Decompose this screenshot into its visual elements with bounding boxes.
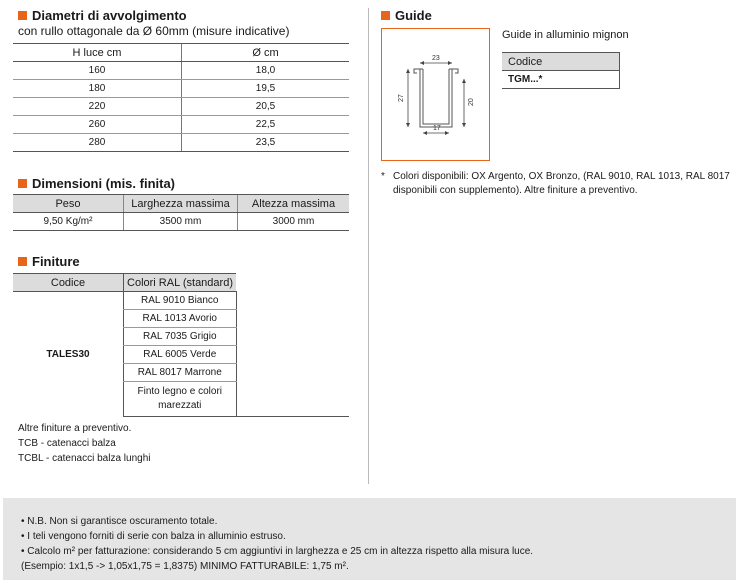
header-empty: [236, 274, 349, 292]
cell-larghezza: 3500 mm: [124, 213, 238, 231]
guide-code-value: TGM...*: [502, 71, 620, 89]
diametri-subtitle: con rullo ottagonale da Ø 60mm (misure indicative): [18, 24, 290, 38]
cell-h: 280: [13, 134, 182, 152]
table-row: [13, 213, 349, 231]
color-cell: RAL 1013 Avorio: [124, 310, 237, 328]
color-line: Finto legno e colori: [137, 386, 222, 397]
table-row: [502, 71, 620, 89]
dimensioni-title-text: Dimensioni (mis. finita): [32, 176, 176, 191]
orange-square-icon: [381, 11, 390, 20]
available-line: Colori disponibili: OX Argento, OX Bronzo, (RAL 9010, RAL 1013, RAL 8017: [393, 171, 730, 182]
diametri-table: [13, 43, 349, 152]
color-cell-finto-legno: [124, 382, 237, 417]
header-h-luce: H luce cm: [13, 44, 182, 62]
available-line: disponibili con supplemento). Altre finiture a preventivo.: [393, 185, 638, 196]
finiture-table: [13, 273, 349, 417]
guide-drawing-box: [381, 28, 490, 161]
bottom-notes-box: [3, 498, 736, 580]
guide-code-header: Codice: [502, 53, 620, 71]
list-item: • Calcolo m² per fatturazione: considerando 5 cm aggiuntivi in larghezza e 25 cm in altezza rispetto alla misura luce.: [21, 546, 534, 557]
table-row: [13, 116, 349, 134]
section-title-diametri: [18, 8, 187, 23]
diametri-title-text: Diametri di avvolgimento: [32, 8, 187, 23]
empty-cell: [236, 346, 349, 364]
cell-altezza: 3000 mm: [238, 213, 350, 231]
table-row: [13, 80, 349, 98]
cell-h: 260: [13, 116, 182, 134]
guide-description: Guide in alluminio mignon: [502, 29, 629, 41]
cell-h: 160: [13, 62, 182, 80]
cell-d: 20,5: [182, 98, 350, 116]
dimensioni-table: [13, 194, 349, 231]
section-title-finiture: [18, 254, 80, 269]
guide-title-text: Guide: [395, 8, 432, 23]
bottom-notes-list: [21, 514, 533, 574]
list-item: • I teli vengono forniti di serie con balza in alluminio estruso.: [21, 531, 286, 542]
header-altezza: Altezza massima: [238, 195, 350, 213]
cell-h: 220: [13, 98, 182, 116]
cell-d: 22,5: [182, 116, 350, 134]
table-row: [13, 98, 349, 116]
cell-d: 23,5: [182, 134, 350, 152]
cell-peso: 9,50 Kg/m²: [13, 213, 124, 231]
color-cell: RAL 8017 Marrone: [124, 364, 237, 382]
asterisk: *: [381, 171, 385, 182]
dim-right-label: 20: [468, 98, 475, 106]
dim-left-label: 27: [398, 94, 405, 102]
color-line: marezzati: [158, 400, 202, 411]
color-cell: RAL 9010 Bianco: [124, 292, 237, 310]
guide-code-table: [502, 52, 620, 89]
empty-cell: [236, 328, 349, 346]
note-line: TCBL - catenacci balza lunghi: [18, 453, 151, 464]
cell-d: 19,5: [182, 80, 350, 98]
cell-d: 18,0: [182, 62, 350, 80]
empty-cell: [236, 382, 349, 417]
guide-profile-icon: [382, 29, 489, 160]
guide-available-colors: [381, 170, 731, 198]
finiture-title-text: Finiture: [32, 254, 80, 269]
table-row: [13, 134, 349, 152]
cell-h: 180: [13, 80, 182, 98]
header-colori: Colori RAL (standard): [124, 274, 237, 292]
section-title-guide: [381, 8, 432, 23]
color-cell: RAL 6005 Verde: [124, 346, 237, 364]
empty-cell: [236, 292, 349, 310]
finiture-code: TALES30: [46, 348, 90, 360]
table-row: [13, 62, 349, 80]
orange-square-icon: [18, 257, 27, 266]
header-codice: Codice: [13, 274, 124, 292]
column-divider: [368, 8, 369, 484]
section-title-dimensioni: [18, 176, 175, 191]
list-item: • N.B. Non si garantisce oscuramento totale.: [21, 516, 218, 527]
note-line: TCB - catenacci balza: [18, 438, 116, 449]
table-row: [13, 292, 349, 310]
orange-square-icon: [18, 179, 27, 188]
orange-square-icon: [18, 11, 27, 20]
list-item: (Esempio: 1x1,5 -> 1,05x1,75 = 1,8375) MINIMO FATTURABILE: 1,75 m².: [21, 561, 349, 572]
note-line: Altre finiture a preventivo.: [18, 423, 132, 434]
color-cell: RAL 7035 Grigio: [124, 328, 237, 346]
dim-top-label: 23: [432, 55, 440, 62]
header-peso: Peso: [13, 195, 124, 213]
finiture-notes: [18, 421, 150, 466]
header-larghezza: Larghezza massima: [124, 195, 238, 213]
empty-cell: [236, 310, 349, 328]
dim-bottom-label: 17: [433, 125, 441, 132]
empty-cell: [236, 364, 349, 382]
header-diametro: Ø cm: [182, 44, 350, 62]
